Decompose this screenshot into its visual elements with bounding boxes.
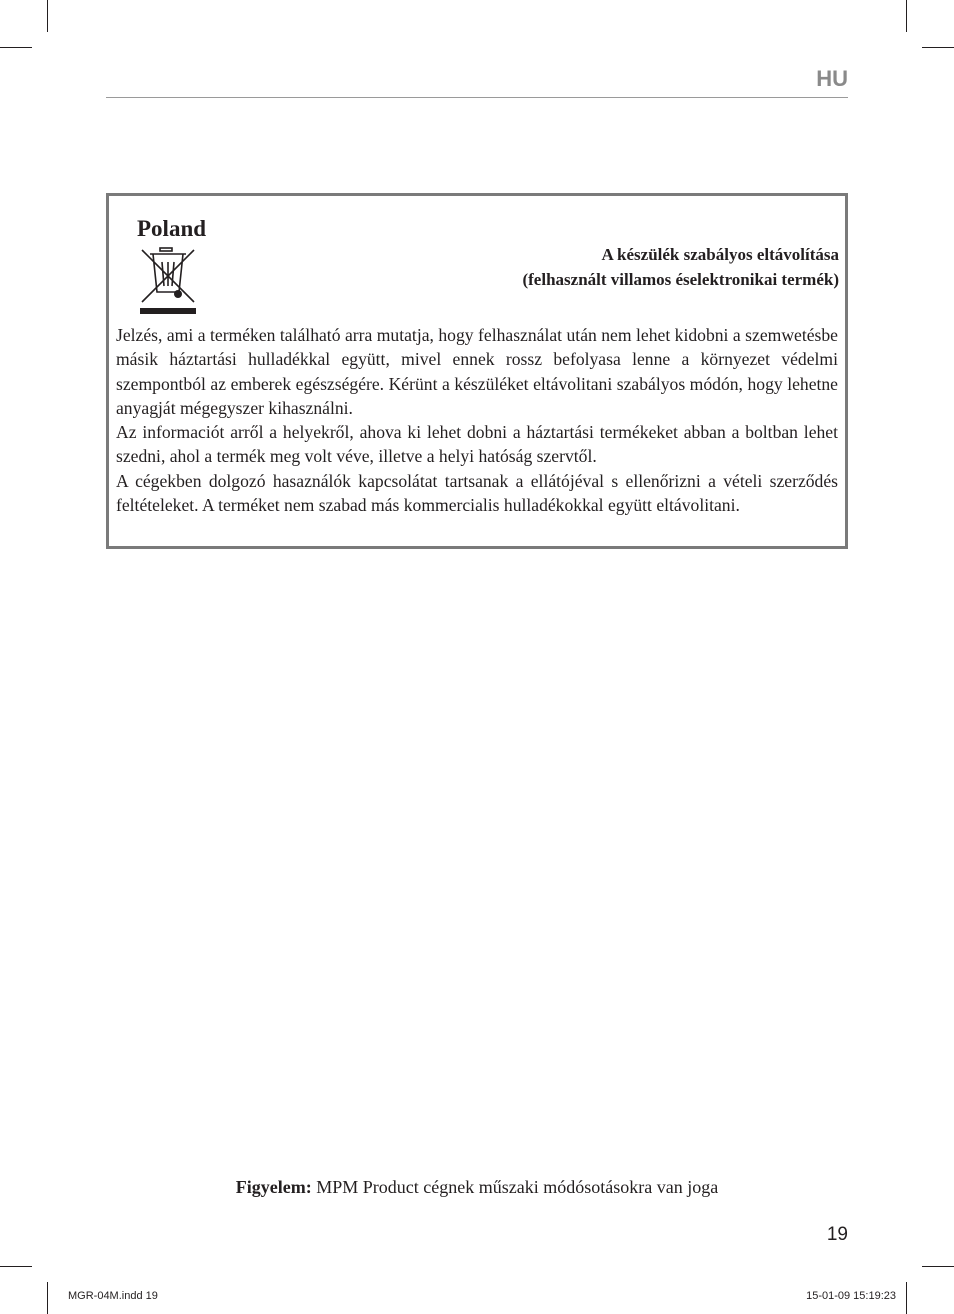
page-number: 19	[826, 1224, 848, 1245]
crop-mark	[0, 47, 32, 48]
notice-label: Figyelem:	[235, 1177, 312, 1197]
crop-mark	[906, 0, 907, 32]
crop-mark	[47, 1282, 48, 1314]
manufacturer-notice	[0, 1177, 954, 1198]
notice-body	[116, 323, 838, 517]
notice-paragraph: Az informaciót arről a helyekről, ahova ki lehet dobni a háztartási termékeket abban a boltban lehet szedni, ahol a termék meg volt véve, illetve a helyi hatóság szervtől.	[116, 422, 838, 467]
notice-paragraph: A cégekben dolgozó hasaználók kapcsolátat tartsanak a ellátójéval s ellenőrizni a vételi szerződés feltételeket. A terméket nem szabad más kommercialis hulladékokkal együtt eltávolitani.	[116, 470, 838, 516]
language-code: HU	[816, 66, 848, 91]
disposal-notice-box	[106, 193, 848, 549]
slug-filename: MGR-04M.indd 19	[68, 1290, 158, 1302]
crop-mark	[922, 1266, 954, 1267]
notice-title-subline: (felhasznált villamos éselektronikai termék)	[522, 270, 839, 289]
notice-paragraph: Jelzés, ami a terméken található arra mutatja, hogy felhasználat után nem lehet kidobni a szemwetésbe másik háztartási hulladékkal együtt, mivel ennek rossz befolyasa lenne a környezet védelmi szempontból az emberek egészségére. Kérünt a készüléket eltávolitani szabályos módón, hogy lehetne anyagját mégegyszer kihasználni.	[116, 325, 838, 418]
crossed-out-wheelie-bin-icon	[138, 244, 198, 318]
crop-mark	[0, 1266, 32, 1267]
notice-title	[522, 242, 839, 292]
header-divider	[106, 97, 848, 98]
crop-mark	[906, 1282, 907, 1314]
notice-title-line: A készülék szabályos eltávolítása	[601, 245, 839, 264]
crop-mark	[922, 47, 954, 48]
slug-timestamp: 15-01-09 15:19:23	[806, 1290, 896, 1302]
country-heading: Poland	[137, 216, 207, 241]
notice-text: MPM Product cégnek műszaki módósotásokra van joga	[311, 1177, 719, 1197]
crop-mark	[47, 0, 48, 32]
